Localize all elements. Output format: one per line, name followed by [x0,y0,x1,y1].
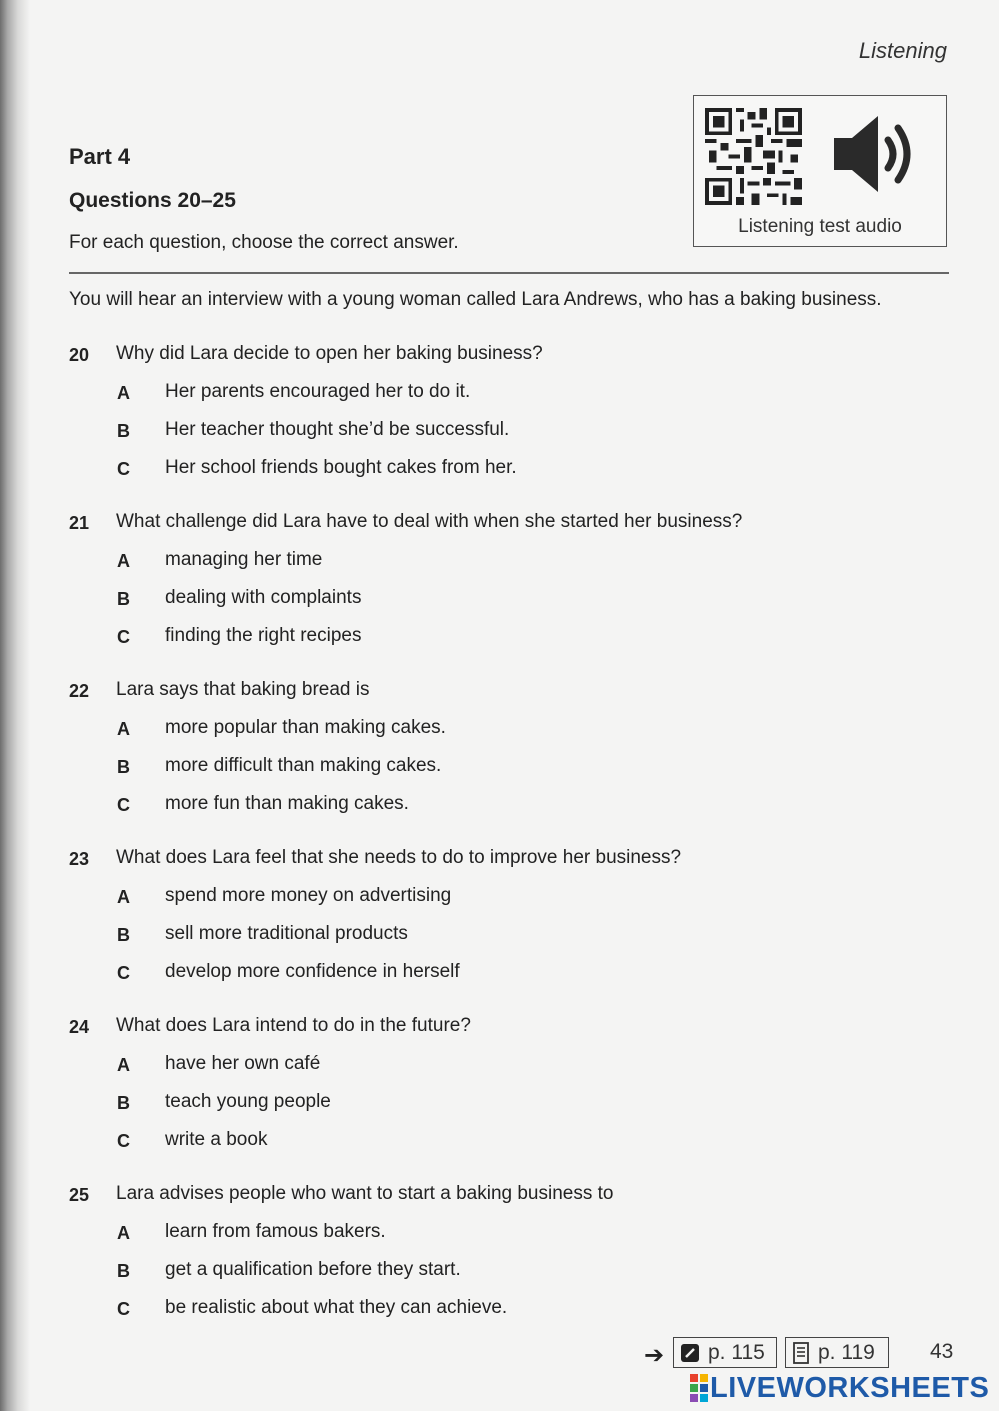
option-letter: B [117,589,130,609]
option-b[interactable] [69,925,949,963]
question-23 [69,849,949,1001]
option-letter: A [117,719,130,739]
option-letter: C [117,795,130,815]
audio-label: Listening test audio [738,216,902,237]
question-text: Lara says that baking bread is [116,679,370,700]
question-text: Why did Lara decide to open her baking business? [116,343,543,364]
qr-code-icon[interactable] [705,108,802,205]
option-c[interactable] [69,459,949,497]
option-b[interactable] [69,1261,949,1299]
option-c[interactable] [69,1299,949,1337]
reference-box-1 [673,1337,777,1368]
question-number: 22 [69,681,90,701]
question-number: 20 [69,345,90,365]
option-letter: A [117,1223,130,1243]
question-24 [69,1017,949,1169]
option-letter: C [117,963,130,983]
question-21 [69,513,949,665]
brand-name: LIVEWORKSHEETS [710,1371,990,1404]
option-c[interactable] [69,627,949,665]
option-text: Her teacher thought she’d be successful. [165,419,510,440]
option-letter: B [117,421,130,441]
speaking-book-icon [680,1343,700,1363]
question-number: 23 [69,849,90,869]
instruction-text: For each question, choose the correct answer. [69,232,459,253]
option-c[interactable] [69,795,949,833]
option-b[interactable] [69,589,949,627]
question-text: What does Lara intend to do in the future? [116,1015,471,1036]
option-text: teach young people [165,1091,331,1112]
option-text: get a qualification before they start. [165,1259,461,1280]
option-letter: C [117,1299,130,1319]
question-22 [69,681,949,833]
option-letter: A [117,887,130,907]
questions-range: Questions 20–25 [69,189,236,212]
divider [69,272,949,274]
option-letter: C [117,1131,130,1151]
section-title: Listening [858,38,947,63]
option-letter: B [117,1093,130,1113]
question-20 [69,345,949,497]
option-a[interactable] [69,1055,949,1093]
question-text: Lara advises people who want to start a baking business to [116,1183,614,1204]
option-text: write a book [165,1129,268,1150]
option-a[interactable] [69,383,949,421]
question-text: What challenge did Lara have to deal with when she started her business? [116,511,743,532]
page-number: 43 [930,1340,954,1363]
option-b[interactable] [69,421,949,459]
document-icon [792,1342,810,1364]
question-number: 21 [69,513,90,533]
option-text: Her parents encouraged her to do it. [165,381,471,402]
option-text: spend more money on advertising [165,885,452,906]
option-letter: A [117,551,130,571]
option-b[interactable] [69,757,949,795]
option-letter: A [117,1055,130,1075]
liveworksheets-logo[interactable] [690,1372,989,1404]
option-text: be realistic about what they can achieve. [165,1297,508,1318]
option-text: more fun than making cakes. [165,793,409,814]
option-letter: B [117,925,130,945]
reference-page: p. 119 [818,1340,875,1364]
question-25 [69,1185,949,1337]
option-c[interactable] [69,1131,949,1169]
option-letter: A [117,383,130,403]
part-title: Part 4 [69,144,131,169]
intro-text: You will hear an interview with a young woman called Lara Andrews, who has a baking business. [69,289,882,310]
option-letter: C [117,459,130,479]
question-number: 24 [69,1017,90,1037]
speaker-icon[interactable] [832,114,922,194]
liveworksheets-logo-icon [690,1374,708,1402]
reference-page: p. 115 [708,1340,765,1364]
page-spine-shadow [0,0,30,1411]
option-text: dealing with complaints [165,587,362,608]
option-text: learn from famous bakers. [165,1221,386,1242]
option-a[interactable] [69,887,949,925]
reference-box-2 [785,1337,889,1368]
audio-box[interactable] [693,95,947,247]
option-c[interactable] [69,963,949,1001]
option-letter: C [117,627,130,647]
option-b[interactable] [69,1093,949,1131]
arrow-icon: ➔ [644,1342,665,1369]
option-text: develop more confidence in herself [165,961,460,982]
question-text: What does Lara feel that she needs to do to improve her business? [116,847,682,868]
option-a[interactable] [69,551,949,589]
option-a[interactable] [69,719,949,757]
option-text: managing her time [165,549,323,570]
question-number: 25 [69,1185,90,1205]
option-text: Her school friends bought cakes from her. [165,457,517,478]
option-text: more difficult than making cakes. [165,755,442,776]
option-letter: B [117,1261,130,1281]
option-letter: B [117,757,130,777]
option-text: have her own café [165,1053,321,1074]
page-footer [644,1337,964,1371]
option-text: finding the right recipes [165,625,362,646]
option-text: sell more traditional products [165,923,408,944]
option-text: more popular than making cakes. [165,717,446,738]
option-a[interactable] [69,1223,949,1261]
